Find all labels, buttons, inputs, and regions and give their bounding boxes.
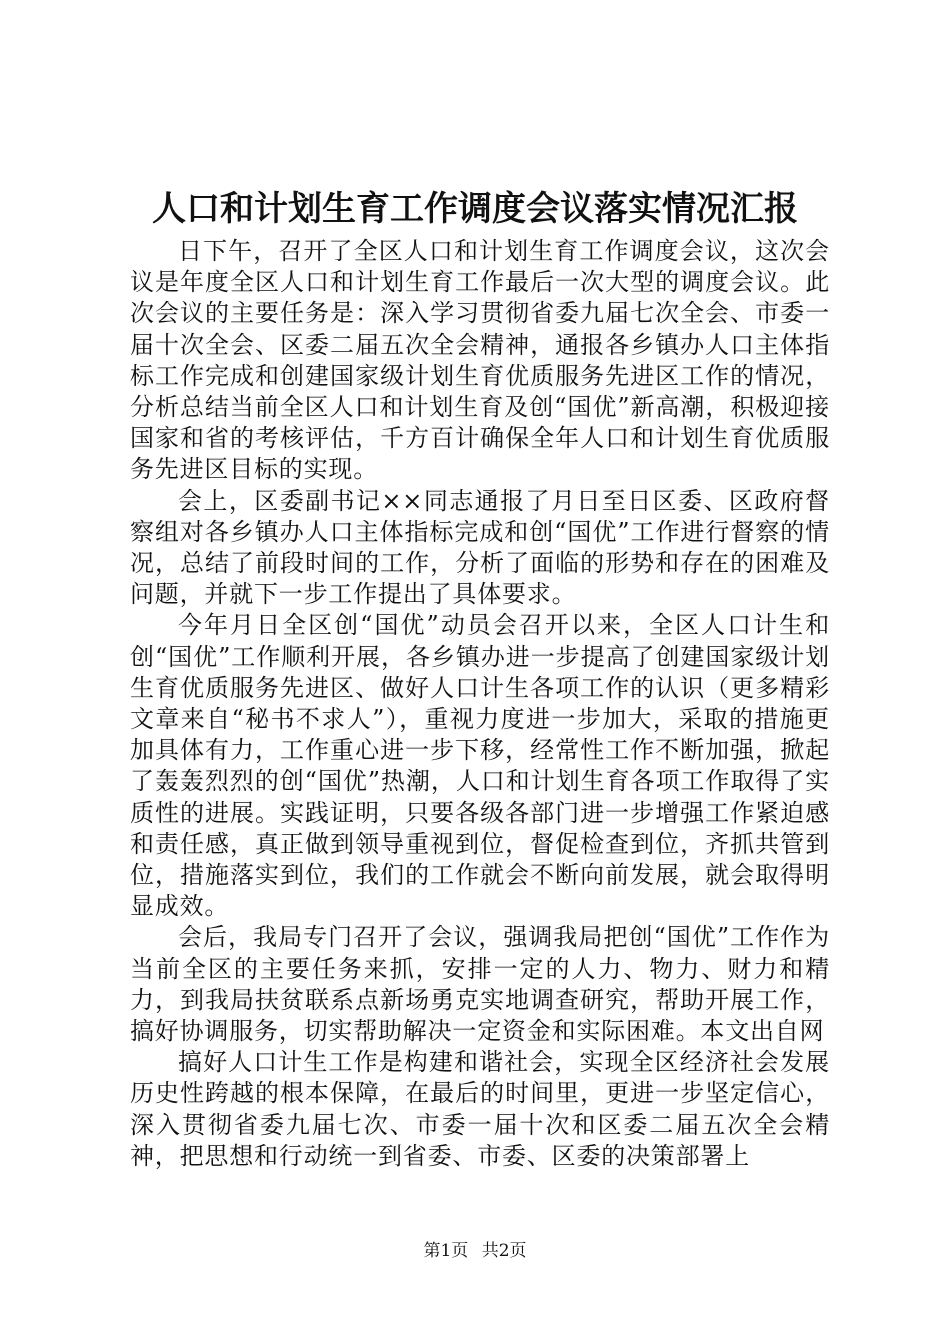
document-body <box>130 236 830 1172</box>
page-number: 第1页 <box>423 1241 469 1261</box>
paragraph-4: 会后，我局专门召开了会议，强调我局把创“国优”工作作为当前全区的主要任务来抓，安排一定的人力、物力、财力和精力，到我局扶贫联系点新场勇克实地调查研究，帮助开展工作，搞好协调服务，切实帮助解决一定资金和实际困难。本文出自网 <box>130 923 830 1046</box>
paragraph-5: 搞好人口计生工作是构建和谐社会，实现全区经济社会发展历史性跨越的根本保障，在最后的时间里，更进一步坚定信心，深入贯彻省委九届七次、市委一届十次和区委二届五次全会精神，把思想和行动统一到省委、市委、区委的决策部署上 <box>130 1048 830 1170</box>
page-footer <box>0 1240 950 1262</box>
page-total: 共2页 <box>481 1241 527 1261</box>
document-title: 人口和计划生育工作调度会议落实情况汇报 <box>152 189 798 229</box>
paragraph-3: 今年月日全区创“国优”动员会召开以来，全区人口计生和创“国优”工作顺利开展，各乡镇办进一步提高了创建国家级计划生育优质服务先进区、做好人口计生各项工作的认识（更多精彩文章来自“秘书不求人”），重视力度进一步加大，采取的措施更加具体有力，工作重心进一步下移，经常性工作不断加强，掀起了轰轰烈烈的创“国优”热潮，人口和计划生育各项工作取得了实质性的进展。实践证明，只要各级各部门进一步增强工作紧迫感和责任感，真正做到领导重视到位，督促检查到位，齐抓共管到位，措施落实到位，我们的工作就会不断向前发展，就会取得明显成效。 <box>130 611 830 921</box>
paragraph-1: 日下午，召开了全区人口和计划生育工作调度会议，这次会议是年度全区人口和计划生育工作最后一次大型的调度会议。此次会议的主要任务是：深入学习贯彻省委九届七次全会、市委一届十次全会、区委二届五次全会精神，通报各乡镇办人口主体指标工作完成和创建国家级计划生育优质服务先进区工作的情况，分析总结当前全区人口和计划生育及创“国优”新高潮，积极迎接国家和省的考核评估，千方百计确保全年人口和计划生育优质服务先进区目标的实现。 <box>130 237 830 484</box>
paragraph-2: 会上，区委副书记××同志通报了月日至日区委、区政府督察组对各乡镇办人口主体指标完成和创“国优”工作进行督察的情况，总结了前段时间的工作，分析了面临的形势和存在的困难及问题，并就下一步工作提出了具体要求。 <box>130 486 830 609</box>
